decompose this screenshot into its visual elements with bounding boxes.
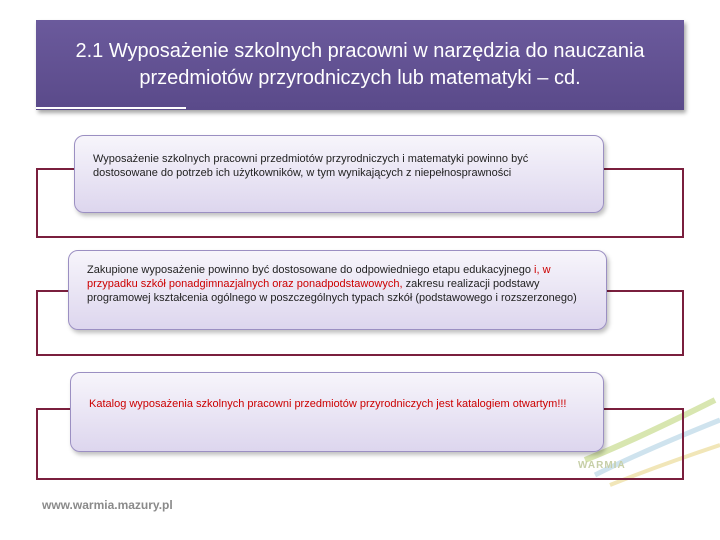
title-banner [36,20,684,110]
info-box-2-text-after: zakresu realizacji podstawy programowej kształcenia ogólnego w poszczególnych typach szkół (podstawowego i rozszerzonego) [87,278,577,304]
title-underline [36,107,186,109]
footer-url: www.warmia.mazury.pl [42,498,173,512]
logo-text: WARMIA [578,460,626,471]
info-box-3-text-before: Katalog wyposażenia szkolnych pracowni przedmiotów przyrodniczych jest katalogiem [89,398,513,410]
info-box-3-text-highlight: otwartym!!! [512,398,567,410]
info-box-2-text-highlight: i, w przypadku szkół ponadgimnazjalnych oraz ponadpodstawowych, [87,264,551,290]
slide-title: 2.1 Wyposażenie szkolnych pracowni w narzędzia do nauczania przedmiotów przyrodniczych lub matematyki – cd. [75,40,645,89]
info-box-1 [74,135,604,213]
info-box-2 [68,250,607,330]
info-box-3 [70,372,604,452]
info-box-2-text-before: Zakupione wyposażenie powinno być dostosowane do odpowiedniego etapu edukacyjnego [87,264,535,276]
info-box-1-text: Wyposażenie szkolnych pracowni przedmiotów przyrodniczych i matematyki powinno być dostosowane do potrzeb ich użytkowników, w tym wynikających z niepełnosprawności [93,153,529,179]
